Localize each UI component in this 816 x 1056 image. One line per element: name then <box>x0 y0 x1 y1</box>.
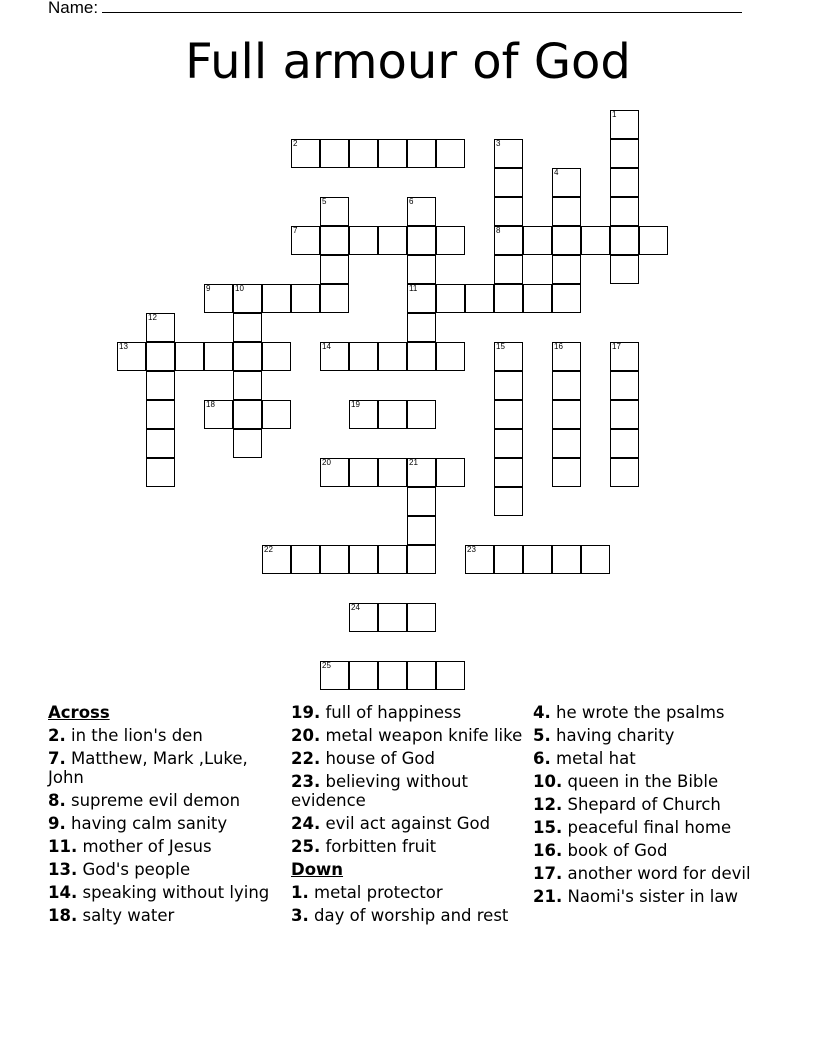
grid-cell[interactable] <box>378 545 407 574</box>
grid-cell[interactable] <box>494 226 523 255</box>
clue-number: 18. <box>48 906 78 925</box>
grid-cell[interactable] <box>436 139 465 168</box>
grid-cell[interactable] <box>436 661 465 690</box>
grid-cell[interactable] <box>320 197 349 226</box>
grid-cell[interactable] <box>262 342 291 371</box>
clue-number: 5. <box>533 726 551 745</box>
clue-number: 23. <box>291 772 321 791</box>
grid-cell[interactable] <box>320 458 349 487</box>
clue-text: Shepard of Church <box>562 795 721 814</box>
grid-cell[interactable] <box>349 342 378 371</box>
clue-number: 22. <box>291 749 321 768</box>
grid-cell[interactable] <box>494 458 523 487</box>
clue-text: in the lion's den <box>65 726 203 745</box>
grid-cell[interactable] <box>320 139 349 168</box>
grid-cell[interactable] <box>262 545 291 574</box>
grid-cell[interactable] <box>494 255 523 284</box>
clue-number: 6. <box>533 749 551 768</box>
grid-cell[interactable] <box>581 545 610 574</box>
grid-cell[interactable] <box>349 458 378 487</box>
clue-item <box>291 726 526 745</box>
grid-cell[interactable] <box>407 255 436 284</box>
cell-number: 19 <box>351 400 360 409</box>
cell-number: 8 <box>496 226 501 235</box>
grid-cell[interactable] <box>639 226 668 255</box>
clue-item <box>48 749 283 787</box>
clue-text: having calm sanity <box>65 814 228 833</box>
clues-column-1 <box>48 703 283 929</box>
grid-cell[interactable] <box>291 139 320 168</box>
clue-text: he wrote the psalms <box>550 703 725 722</box>
grid-cell[interactable] <box>436 458 465 487</box>
cell-number: 23 <box>467 545 476 554</box>
grid-cell[interactable] <box>378 226 407 255</box>
grid-cell[interactable] <box>552 168 581 197</box>
grid-cell[interactable] <box>552 458 581 487</box>
clue-text: salty water <box>77 906 175 925</box>
clue-number: 17. <box>533 864 563 883</box>
clue-item <box>533 772 768 791</box>
grid-cell[interactable] <box>494 197 523 226</box>
grid-cell[interactable] <box>349 545 378 574</box>
grid-cell[interactable] <box>233 371 262 400</box>
grid-cell[interactable] <box>262 284 291 313</box>
grid-cell[interactable] <box>494 139 523 168</box>
grid-cell[interactable] <box>291 226 320 255</box>
grid-cell[interactable] <box>610 371 639 400</box>
grid-cell[interactable] <box>320 255 349 284</box>
cell-number: 21 <box>409 458 418 467</box>
grid-cell[interactable] <box>552 429 581 458</box>
cell-number: 22 <box>264 545 273 554</box>
cell-number: 25 <box>322 661 331 670</box>
clue-text: supreme evil demon <box>65 791 241 810</box>
cell-number: 3 <box>496 139 501 148</box>
grid-cell[interactable] <box>146 371 175 400</box>
clue-text: forbitten fruit <box>320 837 437 856</box>
down-clue-list-continued <box>533 703 768 906</box>
grid-cell[interactable] <box>291 284 320 313</box>
grid-cell[interactable] <box>610 139 639 168</box>
grid-cell[interactable] <box>610 226 639 255</box>
clue-item <box>533 887 768 906</box>
grid-cell[interactable] <box>523 284 552 313</box>
clue-number: 10. <box>533 772 563 791</box>
clue-item <box>48 726 283 745</box>
grid-cell[interactable] <box>610 400 639 429</box>
grid-cell[interactable] <box>146 458 175 487</box>
clue-text: mother of Jesus <box>77 837 212 856</box>
clue-text: Naomi's sister in law <box>562 887 738 906</box>
grid-cell[interactable] <box>610 197 639 226</box>
grid-cell[interactable] <box>436 284 465 313</box>
grid-cell[interactable] <box>407 313 436 342</box>
clue-number: 13. <box>48 860 78 879</box>
grid-cell[interactable] <box>378 458 407 487</box>
clues-column-3 <box>533 703 768 910</box>
clues-column-2 <box>291 703 526 929</box>
grid-cell[interactable] <box>494 371 523 400</box>
cell-number: 9 <box>206 284 211 293</box>
clue-number: 25. <box>291 837 321 856</box>
grid-cell[interactable] <box>291 545 320 574</box>
grid-cell[interactable] <box>407 342 436 371</box>
clue-text: evil act against God <box>320 814 491 833</box>
grid-cell[interactable] <box>407 284 436 313</box>
grid-cell[interactable] <box>233 284 262 313</box>
clue-text: God's people <box>77 860 191 879</box>
down-clue-list <box>291 883 526 925</box>
grid-cell[interactable] <box>233 429 262 458</box>
cell-number: 12 <box>148 313 157 322</box>
grid-cell[interactable] <box>146 342 175 371</box>
page-title: Full armour of God <box>185 34 631 90</box>
clue-item <box>533 818 768 837</box>
down-heading: Down <box>291 860 344 879</box>
grid-cell[interactable] <box>494 342 523 371</box>
clue-number: 3. <box>291 906 309 925</box>
grid-cell[interactable] <box>349 661 378 690</box>
clue-text: metal protector <box>308 883 443 902</box>
clue-text: full of happiness <box>320 703 462 722</box>
clue-item <box>48 791 283 810</box>
clue-number: 1. <box>291 883 309 902</box>
cell-number: 1 <box>612 110 617 119</box>
grid-cell[interactable] <box>494 429 523 458</box>
grid-cell[interactable] <box>146 400 175 429</box>
grid-cell[interactable] <box>610 342 639 371</box>
grid-cell[interactable] <box>146 429 175 458</box>
clue-text: day of worship and rest <box>308 906 509 925</box>
grid-cell[interactable] <box>407 661 436 690</box>
grid-cell[interactable] <box>378 342 407 371</box>
grid-cell[interactable] <box>494 284 523 313</box>
grid-cell[interactable] <box>378 603 407 632</box>
grid-cell[interactable] <box>349 603 378 632</box>
clue-item <box>48 860 283 879</box>
grid-cell[interactable] <box>610 458 639 487</box>
clue-number: 21. <box>533 887 563 906</box>
grid-cell[interactable] <box>494 400 523 429</box>
cell-number: 5 <box>322 197 327 206</box>
grid-cell[interactable] <box>204 342 233 371</box>
cell-number: 24 <box>351 603 360 612</box>
clue-number: 14. <box>48 883 78 902</box>
clue-item <box>533 841 768 860</box>
grid-cell[interactable] <box>610 255 639 284</box>
grid-cell[interactable] <box>610 168 639 197</box>
clue-text: believing without evidence <box>291 772 468 810</box>
grid-cell[interactable] <box>581 226 610 255</box>
grid-cell[interactable] <box>349 139 378 168</box>
grid-cell[interactable] <box>552 197 581 226</box>
clue-text: metal weapon knife like <box>320 726 523 745</box>
grid-cell[interactable] <box>407 516 436 545</box>
grid-cell[interactable] <box>552 226 581 255</box>
grid-cell[interactable] <box>378 139 407 168</box>
clue-item <box>291 883 526 902</box>
cell-number: 18 <box>206 400 215 409</box>
grid-cell[interactable] <box>610 110 639 139</box>
grid-cell[interactable] <box>407 458 436 487</box>
grid-cell[interactable] <box>523 545 552 574</box>
grid-cell[interactable] <box>349 400 378 429</box>
clue-number: 19. <box>291 703 321 722</box>
clue-text: Matthew, Mark ,Luke, John <box>48 749 248 787</box>
clue-number: 24. <box>291 814 321 833</box>
grid-cell[interactable] <box>552 342 581 371</box>
grid-cell[interactable] <box>407 139 436 168</box>
clue-number: 2. <box>48 726 66 745</box>
grid-cell[interactable] <box>436 226 465 255</box>
clue-item <box>291 814 526 833</box>
clue-text: queen in the Bible <box>562 772 719 791</box>
clue-text: house of God <box>320 749 435 768</box>
grid-cell[interactable] <box>204 284 233 313</box>
clue-item <box>533 749 768 768</box>
grid-cell[interactable] <box>262 400 291 429</box>
grid-cell[interactable] <box>465 284 494 313</box>
grid-cell[interactable] <box>407 197 436 226</box>
grid-cell[interactable] <box>610 429 639 458</box>
clue-item <box>291 703 526 722</box>
clue-text: metal hat <box>550 749 636 768</box>
grid-cell[interactable] <box>349 226 378 255</box>
clue-text: having charity <box>550 726 675 745</box>
across-clue-list-continued <box>291 703 526 856</box>
clue-number: 11. <box>48 837 78 856</box>
grid-cell[interactable] <box>552 400 581 429</box>
clue-number: 8. <box>48 791 66 810</box>
clue-item <box>48 883 283 902</box>
clue-text: speaking without lying <box>77 883 270 902</box>
grid-cell[interactable] <box>407 226 436 255</box>
clue-item <box>291 837 526 856</box>
clue-number: 12. <box>533 795 563 814</box>
grid-cell[interactable] <box>436 342 465 371</box>
clue-item <box>291 906 526 925</box>
grid-cell[interactable] <box>175 342 204 371</box>
grid-cell[interactable] <box>407 487 436 516</box>
clue-item <box>48 837 283 856</box>
clue-item <box>533 726 768 745</box>
grid-cell[interactable] <box>494 168 523 197</box>
grid-cell[interactable] <box>523 226 552 255</box>
clue-item <box>533 795 768 814</box>
name-label: Name: <box>48 0 99 17</box>
grid-cell[interactable] <box>117 342 146 371</box>
clue-item <box>533 864 768 883</box>
clue-number: 4. <box>533 703 551 722</box>
grid-cell[interactable] <box>233 400 262 429</box>
grid-cell[interactable] <box>552 284 581 313</box>
grid-cell[interactable] <box>378 661 407 690</box>
grid-cell[interactable] <box>407 545 436 574</box>
cell-number: 11 <box>409 284 418 293</box>
cell-number: 13 <box>119 342 128 351</box>
grid-cell[interactable] <box>233 342 262 371</box>
cell-number: 6 <box>409 197 414 206</box>
cell-number: 17 <box>612 342 621 351</box>
grid-cell[interactable] <box>494 487 523 516</box>
grid-cell[interactable] <box>465 545 494 574</box>
grid-cell[interactable] <box>233 313 262 342</box>
clue-number: 9. <box>48 814 66 833</box>
across-heading: Across <box>48 703 110 722</box>
grid-cell[interactable] <box>552 255 581 284</box>
cell-number: 15 <box>496 342 505 351</box>
grid-cell[interactable] <box>320 284 349 313</box>
clue-text: another word for devil <box>562 864 751 883</box>
clue-number: 7. <box>48 749 66 768</box>
clue-item <box>291 772 526 810</box>
clue-number: 16. <box>533 841 563 860</box>
cell-number: 4 <box>554 168 559 177</box>
cell-number: 7 <box>293 226 298 235</box>
grid-cell[interactable] <box>320 545 349 574</box>
grid-cell[interactable] <box>552 371 581 400</box>
clue-item <box>533 703 768 722</box>
clue-item <box>48 814 283 833</box>
grid-cell[interactable] <box>378 400 407 429</box>
grid-cell[interactable] <box>146 313 175 342</box>
clue-item <box>291 749 526 768</box>
clue-item <box>48 906 283 925</box>
grid-cell[interactable] <box>407 603 436 632</box>
grid-cell[interactable] <box>320 342 349 371</box>
cell-number: 10 <box>235 284 244 293</box>
clue-text: book of God <box>562 841 668 860</box>
clue-text: peaceful final home <box>562 818 732 837</box>
clue-number: 15. <box>533 818 563 837</box>
grid-cell[interactable] <box>320 661 349 690</box>
across-clue-list <box>48 726 283 925</box>
cell-number: 16 <box>554 342 563 351</box>
grid-cell[interactable] <box>407 400 436 429</box>
clue-number: 20. <box>291 726 321 745</box>
grid-cell[interactable] <box>204 400 233 429</box>
cell-number: 14 <box>322 342 331 351</box>
grid-cell[interactable] <box>552 545 581 574</box>
grid-cell[interactable] <box>320 226 349 255</box>
grid-cell[interactable] <box>494 545 523 574</box>
cell-number: 20 <box>322 458 331 467</box>
cell-number: 2 <box>293 139 298 148</box>
